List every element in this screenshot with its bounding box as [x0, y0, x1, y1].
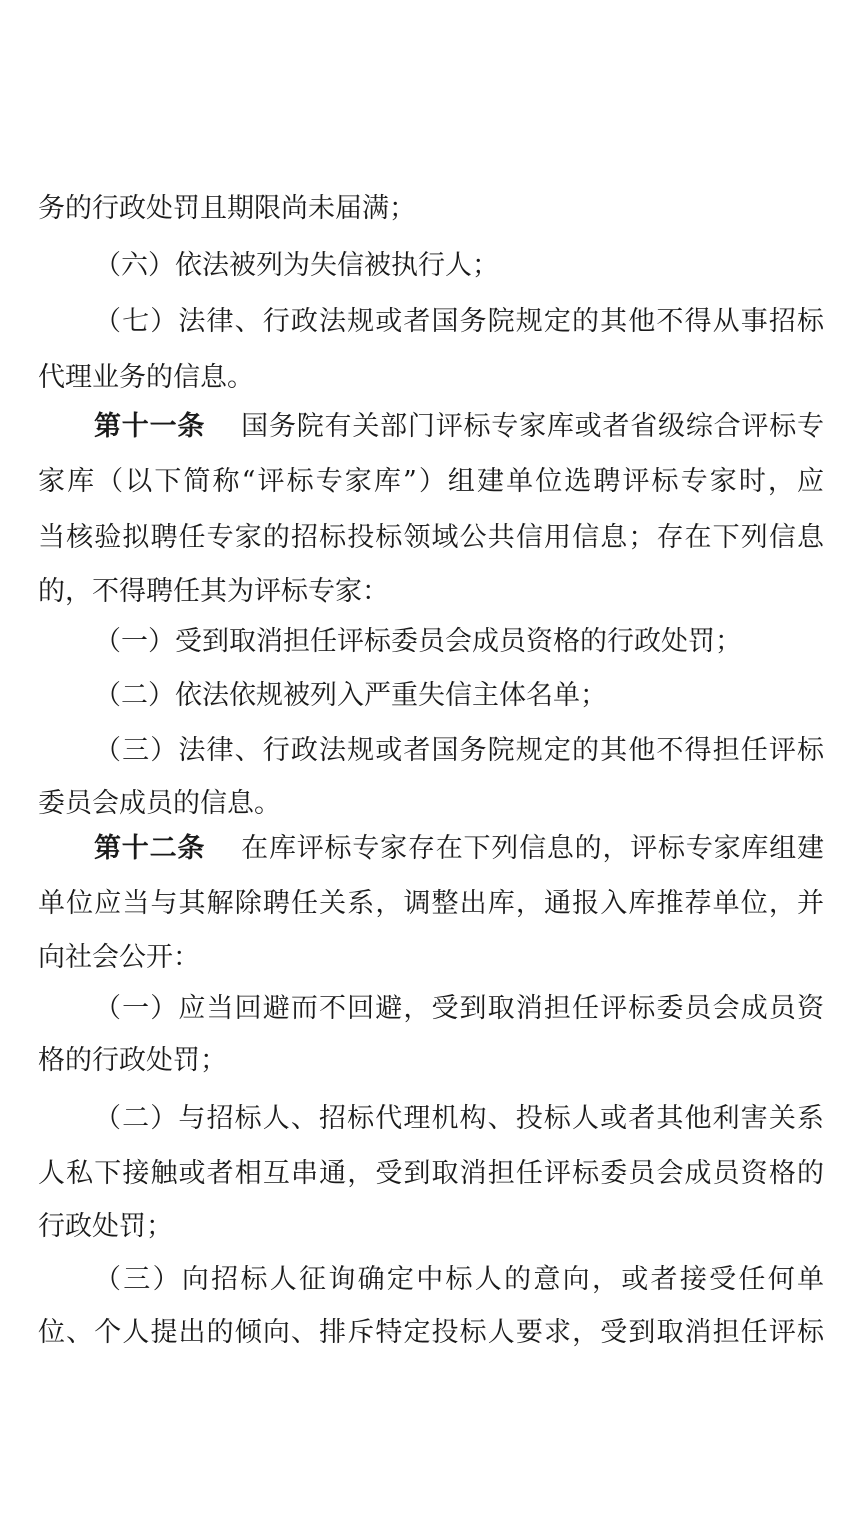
paragraph-text: 国务院有关部门评标专家库或者省级综合评标专 [241, 411, 825, 442]
paragraph-line: （三）法律、行政法规或者国务院规定的其他不得担任评标 [94, 735, 824, 766]
paragraph-line: 委员会成员的信息。 [38, 788, 281, 819]
article-11-first-line [94, 405, 824, 449]
paragraph-text: 在库评标专家存在下列信息的，评标专家库组建 [241, 833, 825, 864]
paragraph-line: 行政处罚； [38, 1211, 173, 1242]
paragraph-line: （一）受到取消担任评标委员会成员资格的行政处罚； [94, 626, 742, 657]
paragraph-line: （二）与招标人、招标代理机构、投标人或者其他利害关系 [94, 1103, 824, 1134]
paragraph-line: 位、个人提出的倾向、排斥特定投标人要求，受到取消担任评标 [38, 1317, 824, 1348]
paragraph-line: 单位应当与其解除聘任关系，调整出库，通报入库推荐单位，并 [38, 888, 824, 919]
paragraph-line: （三）向招标人征询确定中标人的意向，或者接受任何单 [94, 1264, 824, 1295]
paragraph-line: 代理业务的信息。 [38, 362, 254, 393]
paragraph-line: 向社会公开： [38, 942, 200, 973]
article-heading: 第十一条 [94, 411, 206, 442]
paragraph-line: （七）法律、行政法规或者国务院规定的其他不得从事招标 [94, 306, 824, 337]
article-heading: 第十二条 [94, 833, 206, 864]
paragraph-line: （二）依法依规被列入严重失信主体名单； [94, 680, 607, 711]
paragraph-line: 家库（以下简称“评标专家库”）组建单位选聘评标专家时，应 [38, 466, 824, 497]
paragraph-line: （一）应当回避而不回避，受到取消担任评标委员会成员资 [94, 993, 824, 1024]
paragraph-line: 务的行政处罚且期限尚未届满； [38, 193, 416, 224]
paragraph-line: 的，不得聘任其为评标专家： [38, 576, 389, 607]
article-12-first-line [94, 827, 824, 871]
paragraph-line: 当核验拟聘任专家的招标投标领域公共信用信息；存在下列信息 [38, 522, 824, 553]
paragraph-line: 人私下接触或者相互串通，受到取消担任评标委员会成员资格的 [38, 1158, 824, 1189]
paragraph-line: （六）依法被列为失信被执行人； [94, 250, 499, 281]
paragraph-line: 格的行政处罚； [38, 1045, 227, 1076]
